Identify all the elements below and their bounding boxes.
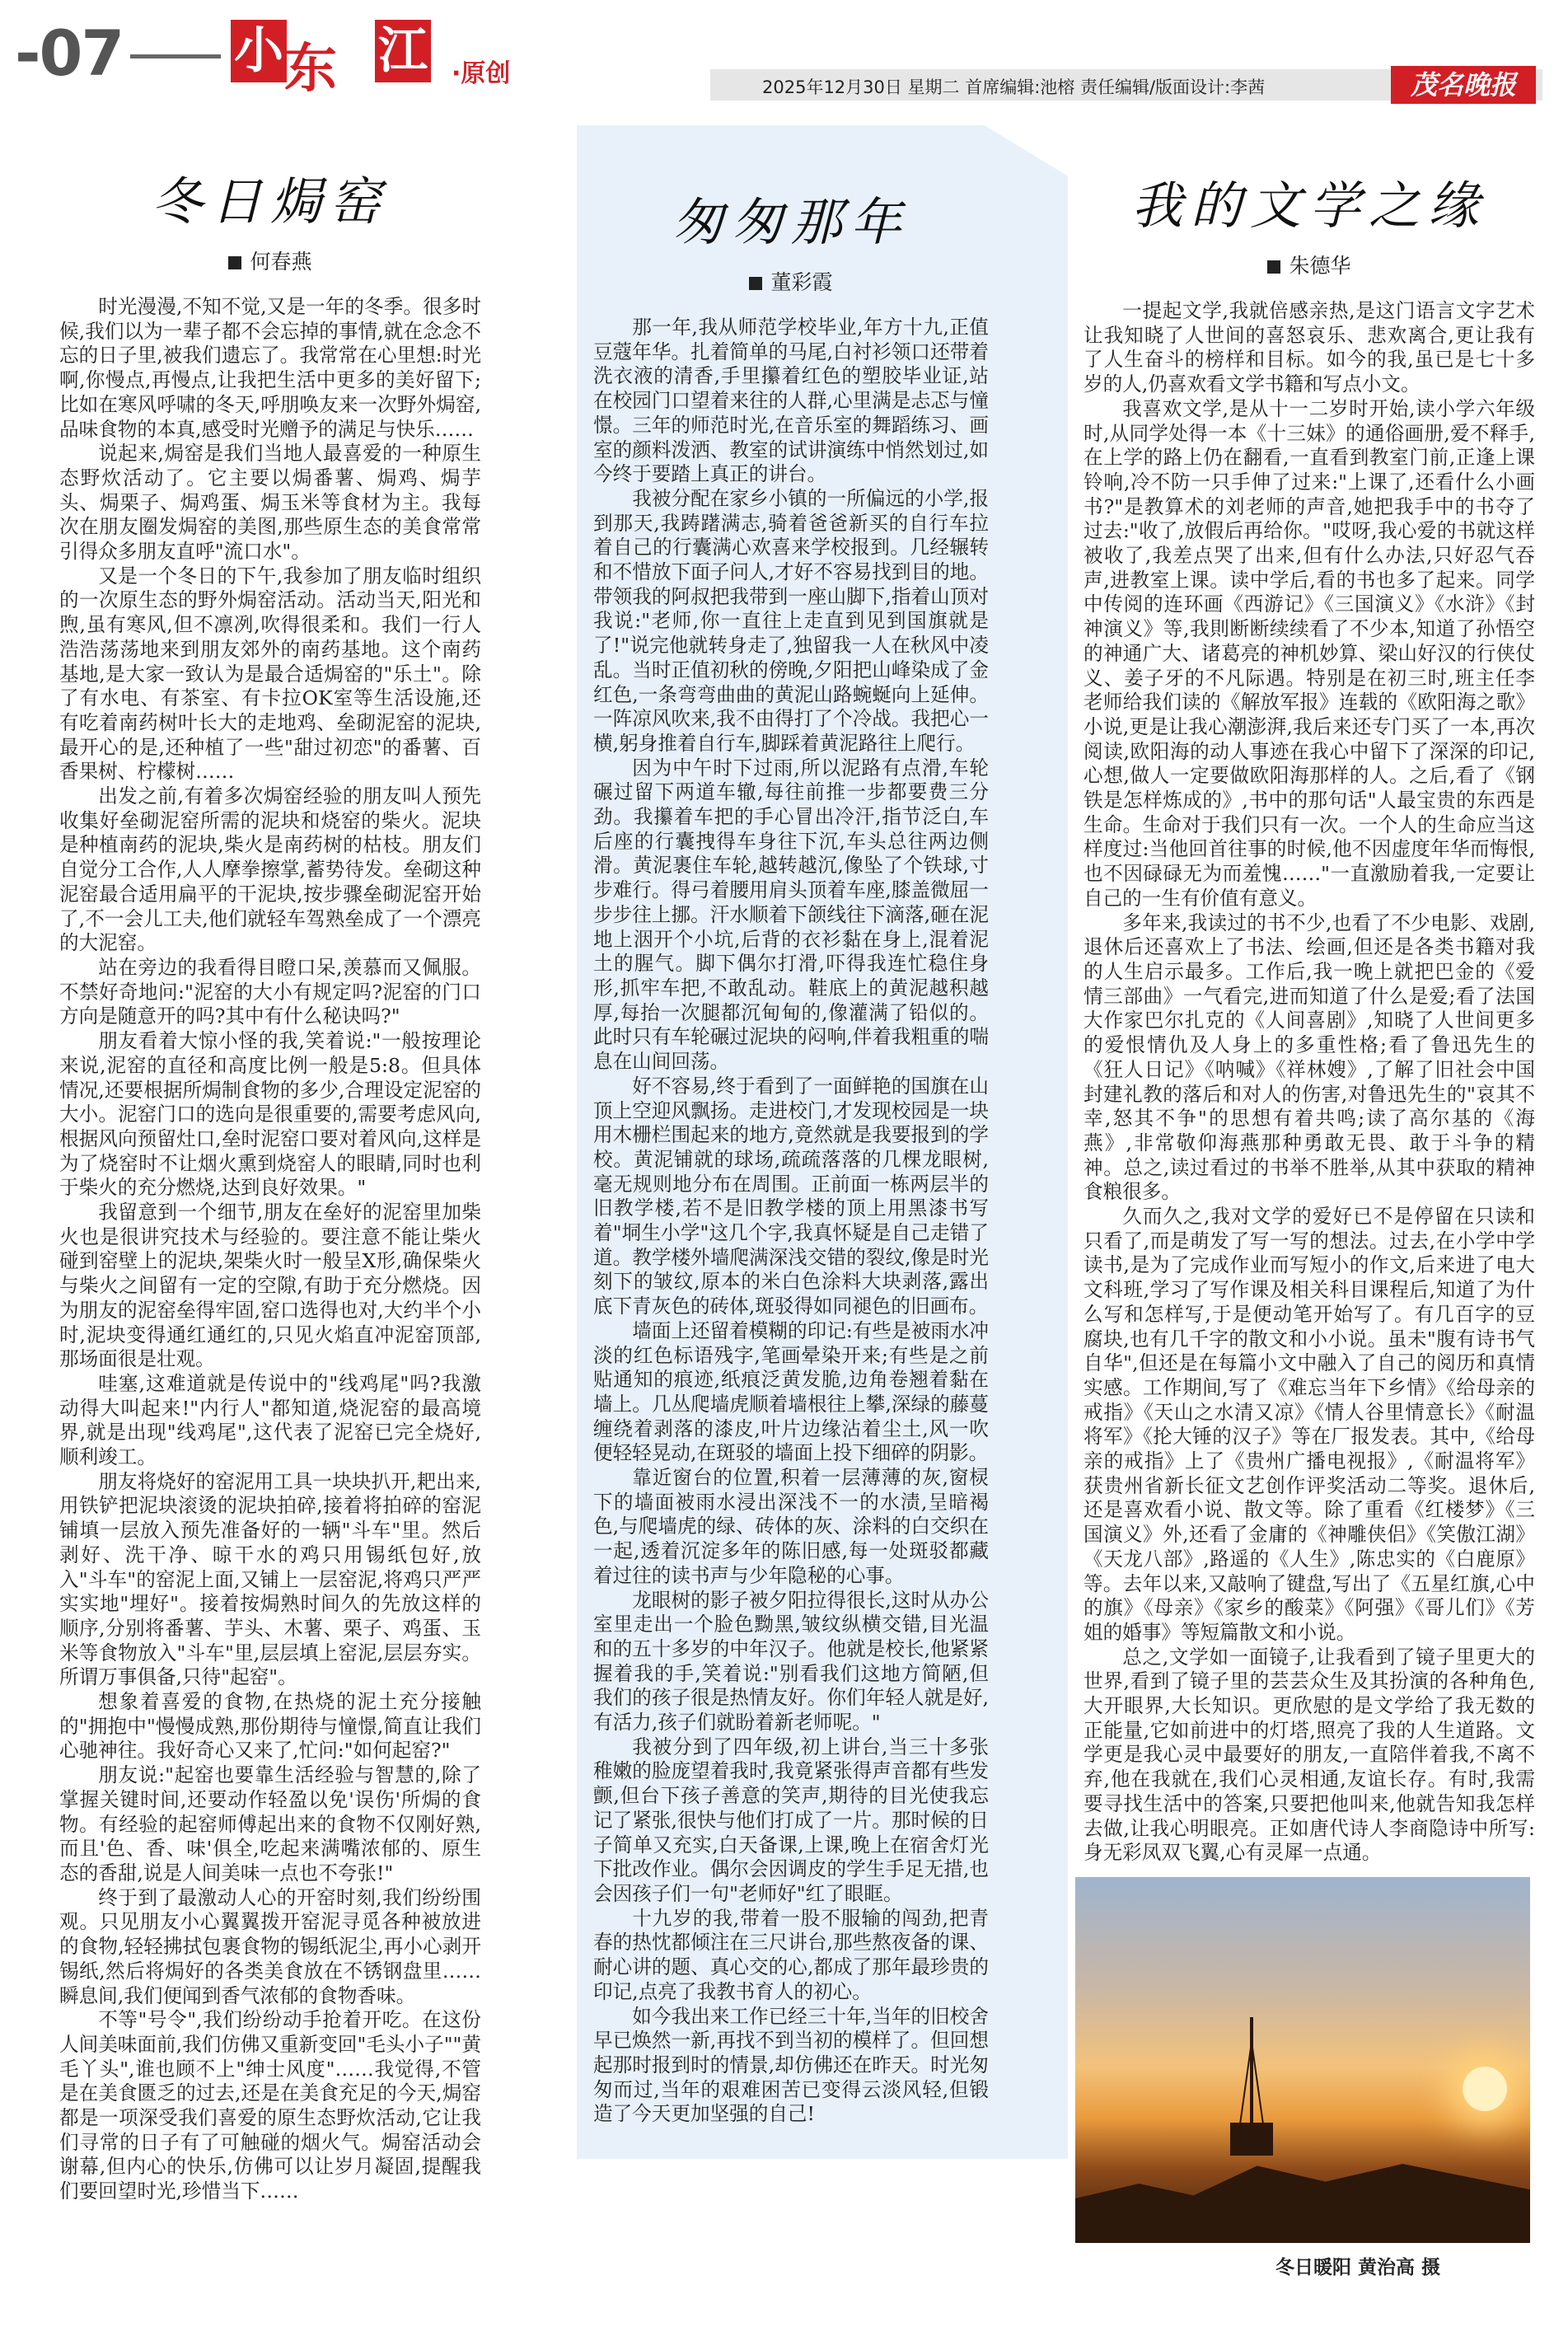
article-title: 匆匆那年 [672,192,910,252]
article-paragraph: 总之,文学如一面镜子,让我看到了镜子里更大的世界,看到了镜子里的芸芸众生及其扮演的各种角色,大开眼界,大长知识。更欣慰的是文学给了我无数的正能量,它如前进中的灯塔,照亮了我的人生道路。文学更是我心灵中最要好的朋友,一直陪伴着我,不离不弃,他在我就在,我们心灵相通,友谊长存。有时,我需要寻找生活中的答案,只要把他叫来,他就告知我怎样去做,让我心明眼亮。正如唐代诗人李商隐诗中所写:身无彩凤双飞翼,心有灵犀一点通。 [1084,1645,1535,1865]
byline-square-icon [749,277,762,290]
article-paragraph: 因为中午时下过雨,所以泥路有点滑,车轮碾过留下两道车辙,每往前推一步都要费三分劲。我攥着车把的手心冒出冷汗,指节泛白,车后座的行囊拽得车身往下沉,车头总往两边侧滑。黄泥裹住车轮,越转越沉,像坠了个铁球,寸步难行。得弓着腰用肩头顶着车座,膝盖微屈一步步往上挪。汗水顺着下颌线往下滴落,砸在泥地上洇开个小坑,后背的衣衫黏在身上,混着泥土的腥气。脚下偶尔打滑,吓得我连忙稳住身形,抓牢车把,不敢乱动。鞋底上的黄泥越积越厚,每抬一次腿都沉甸甸的,像灌满了铅似的。此时只有车轮碾过泥块的闷响,伴着我粗重的喘息在山间回荡。 [593,756,989,1074]
article-byline: 朱德华 [1084,250,1535,279]
byline-square-icon [228,256,241,269]
article-paragraph: 站在旁边的我看得目瞪口呆,羡慕而又佩服。不禁好奇地问:"泥窑的大小有规定吗?泥窑的门口方向是随意开的吗?其中有什么秘诀吗?" [59,955,481,1028]
photo-caption: 冬日暖阳 黄治高 摄 [1275,2257,1441,2278]
article-paragraph: 时光漫漫,不知不觉,又是一年的冬季。很多时候,我们以为一辈子都不会忘掉的事情,就在念念不忘的日子里,被我们遗忘了。我常常在心里想:时光啊,你慢点,再慢点,让我把生活中更多的美好留下;比如在寒风呼啸的冬天,呼朋唤友来一次野外焗窑,品味食物的本真,感受时光赠予的满足与快乐…… [59,295,481,441]
sunset-photo [1075,1877,1530,2243]
article-paragraph: 多年来,我读过的书不少,也看了不少电影、戏剧,退休后还喜欢上了书法、绘画,但还是各类书籍对我的人生启示最多。工作后,我一晚上就把巴金的《爱情三部曲》一气看完,进而知道了什么是爱;看了法国大作家巴尔扎克的《人间喜剧》,知晓了人世间更多的爱恨情仇及人身上的多重性格;看了鲁迅先生的《狂人日记》《呐喊》《祥林嫂》,了解了旧社会中国封建礼教的落后和对人的伤害,对鲁迅先生的"哀其不幸,怒其不争"的思想有着共鸣;读了高尔基的《海燕》,非常敬仰海燕那种勇敢无畏、敢于斗争的精神。总之,读过看过的书举不胜举,从其中获取的精神食粮很多。 [1084,911,1535,1204]
article-paragraph: 想象着喜爱的食物,在热烧的泥土充分接触的"拥抱中"慢慢成熟,那份期待与憧憬,简直让我们心驰神往。我好奇心又来了,忙问:"如何起窑?" [59,1690,481,1763]
section-title-char-1: 小 [231,20,287,82]
article-paragraph: 墙面上还留着模糊的印记:有些是被雨水冲淡的红色标语残字,笔画晕染开来;有些是之前贴通知的痕迹,纸痕泛黄发脆,边角卷翘着黏在墙上。几丛爬墙虎顺着墙根往上攀,深绿的藤蔓缠绕着剥落的漆皮,叶片边缘沾着尘土,风一吹便轻轻晃动,在斑驳的墙面上投下细碎的阴影。 [593,1318,989,1465]
article-body [593,316,989,2127]
article-paragraph: 好不容易,终于看到了一面鲜艳的国旗在山顶上空迎风飘扬。走进校门,才发现校园是一块用木栅栏围起来的地方,竟然就是我要报到的学校。黄泥铺就的球场,疏疏落落的几棵龙眼树,毫无规则地分布在周围。正前面一栋两层半的旧教学楼,若不是旧教学楼的顶上用黑漆书写着"垌生小学"这几个字,我真怀疑是自己走错了道。教学楼外墙爬满深浅交错的裂纹,像是时光刻下的皱纹,原本的米白色涂料大块剥落,露出底下青灰色的砖体,斑驳得如同褪色的旧画布。 [593,1074,989,1318]
newspaper-logo: 茂名晚报 [1391,66,1536,104]
article-title: 我的文学之缘 [1130,176,1487,236]
article-paragraph: 我喜欢文学,是从十一二岁时开始,读小学六年级时,从同学处得一本《十三妹》的通俗画册,爱不释手,在上学的路上仍在翻看,一直看到教室门前,正逢上课铃响,冷不防一只手伸了过来:"上课了,还看什么小画书?"是教算术的刘老师的声音,她把我手中的书夺了过去:"收了,放假后再给你。"哎呀,我心爱的书就这样被收了,我差点哭了出来,但有什么办法,只好忍气吞声,进教室上课。读中学后,看的书也多了起来。同学中传阅的连环画《西游记》《三国演义》《水浒》《封神演义》等,我則断断续续看了不少本,知道了孙悟空的神通广大、诸葛亮的神机妙算、梁山好汉的行侠仗义、姜子牙的不凡际遇。特别是在初三时,班主任李老师给我们读的《解放军报》连载的《欧阳海之歌》小说,更是让我心潮澎湃,我后来还专门买了一本,再次阅读,欧阳海的动人事迹在我心中留下了深深的印记,心想,做人一定要做欧阳海那样的人。之后,看了《钢铁是怎样炼成的》,书中的那句话"人最宝贵的东西是生命。生命对于我们只有一次。一个人的生命应当这样度过:当他回首往事的时候,他不因虚度年华而悔恨,也不因碌碌无为而羞愧……"一直激励着我,一定要让自己的一生有价值有意义。 [1084,396,1535,910]
article-paragraph: 哇塞,这难道就是传说中的"线鸡尾"吗?我激动得大叫起来!"内行人"都知道,烧泥窑的最高境界,就是出现"线鸡尾",这代表了泥窑已完全烧好,顺利竣工。 [59,1371,481,1469]
article-paragraph: 久而久之,我对文学的爱好已不是停留在只读和只看了,而是萌发了写一写的想法。过去,在小学中学读书,是为了完成作业而写短小的作文,后来进了电大文科班,学习了写作课及相关科目课程后,知道了为什么写和怎样写,于是便动笔开始写了。有几百字的豆腐块,也有几千字的散文和小小说。虽未"腹有诗书气自华",但还是在每篇小文中融入了自己的阅历和真情实感。工作期间,写了《难忘当年下乡情》《给母亲的戒指》《天山之水清又凉》《情人谷里情意长》《耐温将军》《抡大锤的汉子》等在厂报发表。其中,《给母亲的戒指》上了《贵州广播电视报》,《耐温将军》获贵州省新长征文艺创作评奖活动二等奖。退休后,还是喜欢看小说、散文等。除了重看《红楼梦》《三国演义》外,还看了金庸的《神雕侠侣》《笑傲江湖》《天龙八部》,路遥的《人生》,陈忠实的《白鹿原》等。去年以来,又敲响了键盘,写出了《五星红旗,心中的旗》《母亲》《家乡的酸菜》《阿强》《哥儿们》《芳姐的婚事》等短篇散文和小说。 [1084,1205,1535,1644]
article-title: 冬日焗窑 [151,171,389,232]
article-paragraph: 终于到了最激动人心的开窑时刻,我们纷纷围观。只见朋友小心翼翼拨开窑泥寻觅各种被放进的食物,轻轻拂拭包裹食物的锡纸泥尘,再小心剥开锡纸,然后将焗好的各类美食放在不锈钢盘里……瞬息间,我们便闻到香气浓郁的食物香味。 [59,1885,481,2007]
masthead [0,0,1568,115]
article-wode-wenxue-zhiyuan [1084,165,1535,1866]
page-number: -07 [15,16,124,90]
article-paragraph: 如今我出来工作已经三十年,当年的旧校舍早已焕然一新,再找不到当初的模样了。但回想起那时报到时的情景,却仿佛还在昨天。时光匆匆而过,当年的艰难困苦已变得云淡风轻,但锻造了今天更加坚强的自己! [593,2004,989,2126]
article-dongri-juyao [59,161,481,2204]
article-paragraph: 龙眼树的影子被夕阳拉得很长,这时从办公室里走出一个脸色黝黑,皱纹纵横交错,目光温和的五十多岁的中年汉子。他就是校长,他紧紧握着我的手,笑着说:"别看我们这地方简陋,但我们的孩子很是热情友好。你们年轻人就是好,有活力,孩子们就盼着新老师呢。" [593,1588,989,1735]
article-paragraph: 朋友看着大惊小怪的我,笑着说:"一般按理论来说,泥窑的直径和高度比例一般是5:8。但具体情况,还要根据所焗制食物的多少,合理设定泥窑的大小。泥窑门口的选向是很重要的,需要考虑风向,根据风向预留灶口,垒时泥窑口要对着风向,这样是为了烧窑时不让烟火熏到烧窑人的眼睛,同时也利于柴火的充分燃烧,达到良好效果。" [59,1029,481,1200]
article-paragraph: 又是一个冬日的下午,我参加了朋友临时组织的一次原生态的野外焗窑活动。活动当天,阳光和煦,虽有寒风,但不凛冽,吹得很柔和。我们一行人浩浩荡荡地来到朋友郊外的南药基地。这个南药基地,是大家一致认为是最合适焗窑的"乐土"。除了有水电、有茶室、有卡拉OK室等生活设施,还有吃着南药树叶长大的走地鸡、垒砌泥窑的泥块,最开心的是,还种植了一些"甜过初恋"的番薯、百香果树、柠檬树…… [59,564,481,784]
article-paragraph: 靠近窗台的位置,积着一层薄薄的灰,窗棂下的墙面被雨水浸出深浅不一的水渍,呈暗褐色,与爬墙虎的绿、砖体的灰、涂料的白交织在一起,透着沉淀多年的陈旧感,每一处斑驳都藏着过往的读书声与少年隐秘的心事。 [593,1466,989,1587]
section-subtitle: ·原创 [452,59,511,88]
byline-square-icon [1267,260,1280,274]
article-paragraph: 出发之前,有着多次焗窑经验的朋友叫人预先收集好垒砌泥窑所需的泥块和烧窑的柴火。泥块是种植南药的泥块,柴火是南药树的枯枝。朋友们自觉分工合作,人人摩拳擦掌,蓄势待发。垒砌这种泥窑最合适用扁平的干泥块,按步骤垒砌泥窑开始了,不一会儿工夫,他们就轻车驾熟垒成了一个漂亮的大泥窑。 [59,784,481,955]
section-title-char-2: 东 [284,38,337,100]
article-body [1084,299,1535,1866]
article-paragraph: 那一年,我从师范学校毕业,年方十九,正值豆蔻年华。扎着简单的马尾,白衬衫领口还带着洗衣液的清香,手里攥着红色的塑胶毕业证,站在校园门口望着来往的人群,心里满是忐忑与憧憬。三年的师范时光,在音乐室的舞蹈练习、画室的颜料泼洒、教室的试讲演练中悄然划过,如今终于要踏上真正的讲台。 [593,316,989,486]
article-paragraph: 朋友将烧好的窑泥用工具一块块扒开,耙出来,用铁铲把泥块滚烫的泥块拍碎,接着将拍碎的窑泥铺填一层放入预先准备好的一辆"斗车"里。然后剥好、洗干净、晾干水的鸡只用锡纸包好,放入"斗车"的窑泥上面,又铺上一层窑泥,将鸡只严严实实地"埋好"。接着按焗熟时间久的先放这样的顺序,分别将番薯、芋头、木薯、栗子、鸡蛋、玉米等食物放入"斗车"里,层层填上窑泥,层层夯实。所谓万事俱备,只待"起窑"。 [59,1469,481,1689]
article-paragraph: 我被分配在家乡小镇的一所偏远的小学,报到那天,我踌躇满志,骑着爸爸新买的自行车拉着自己的行囊满心欢喜来学校报到。几经辗转和不惜放下面子问人,才好不容易找到目的地。带领我的阿叔把我带到一座山脚下,指着山顶对我说:"老师,你一直往上走直到见到国旗就是了!"说完他就转身走了,独留我一人在秋风中凌乱。当时正值初秋的傍晚,夕阳把山峰染成了金红色,一条弯弯曲曲的黄泥山路蜿蜒向上延伸。一阵凉风吹来,我不由得打了个冷战。我把心一横,躬身推着自行车,脚踩着黄泥路往上爬行。 [593,486,989,755]
article-paragraph: 十九岁的我,带着一股不服输的闯劲,把青春的热忱都倾注在三尺讲台,那些熬夜备的课、耐心讲的题、真心交的心,都成了那年最珍贵的印记,点亮了我教书育人的初心。 [593,1906,989,2003]
article-paragraph: 我被分到了四年级,初上讲台,当三十多张稚嫩的脸庞望着我时,我竟紧张得声音都有些发颤,但台下孩子善意的笑声,期待的目光使我忘记了紧张,很快与他们打成了一片。那时候的日子简单又充实,白天备课,上课,晚上在宿舍灯光下批改作业。偶尔会因调皮的学生手足无措,也会因孩子们一句"老师好"红了眼眶。 [593,1735,989,1905]
article-paragraph: 我留意到一个细节,朋友在垒好的泥窑里加柴火也是很讲究技术与经验的。要注意不能让柴火碰到窑壁上的泥块,架柴火时一般呈X形,确保柴火与柴火之间留有一定的空隙,有助于充分燃烧。因为朋友的泥窑垒得牢固,窑口选得也对,大约半个小时,泥块变得通红通红的,只见火焰直冲泥窑顶部,那场面很是壮观。 [59,1201,481,1371]
article-paragraph: 一提起文学,我就倍感亲热,是这门语言文字艺术让我知晓了人世间的喜怒哀乐、悲欢离合,更让我有了人生奋斗的榜样和目标。如今的我,虽已是七十多岁的人,仍喜欢看文学书籍和写点小文。 [1084,299,1535,396]
issue-info: 2025年12月30日 星期二 首席编辑:池榕 责任编辑/版面设计:李茜 [762,77,1266,97]
article-congcong-nanian [593,181,989,2127]
article-byline: 何春燕 [59,246,481,275]
section-title-char-3: 江 [375,20,431,82]
article-byline: 董彩霞 [593,266,989,296]
article-paragraph: 不等"号令",我们纷纷动手抢着开吃。在这份人间美味面前,我们仿佛又重新变回"毛头小子""黄毛丫头",谁也顾不上"绅士风度"……我觉得,不管是在美食匮乏的过去,还是在美食充足的今天,焗窑都是一项深受我们喜爱的原生态野炊活动,它让我们寻常的日子有了可触碰的烟火气。焗窑活动会谢幕,但内心的快乐,仿佛可以让岁月凝固,提醒我们要回望时光,珍惜当下…… [59,2008,481,2203]
article-paragraph: 朋友说:"起窑也要靠生活经验与智慧的,除了掌握关键时间,还要动作轻盈以免'误伤'所焗的食物。有经验的起窑师傅起出来的食物不仅刚好熟,而且'色、香、味'俱全,吃起来满嘴浓郁的、原生态的香甜,说是人间美味一点也不夸张!" [59,1763,481,1885]
article-body [59,295,481,2204]
header-rule [130,54,221,59]
article-paragraph: 说起来,焗窑是我们当地人最喜爱的一种原生态野炊活动了。它主要以焗番薯、焗鸡、焗芋头、焗栗子、焗鸡蛋、焗玉米等食材为主。我每次在朋友圈发焗窑的美图,那些原生态的美食常常引得众多朋友直呼"流口水"。 [59,442,481,564]
